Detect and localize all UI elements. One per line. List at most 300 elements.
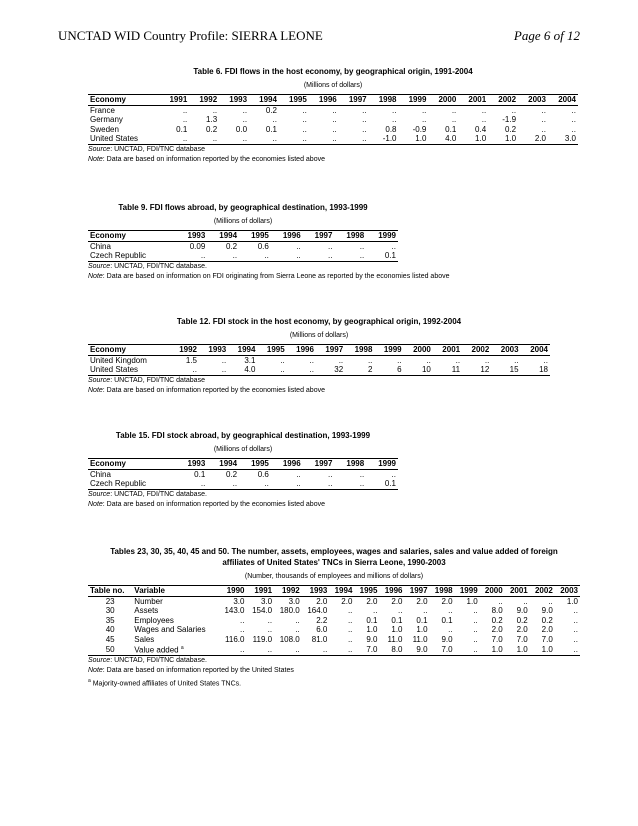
table-row bbox=[88, 479, 398, 489]
column-header: 2002 bbox=[530, 586, 555, 597]
table-cell: 0.6 bbox=[257, 469, 269, 479]
table-6-note: Note: Data are based on information reported by the economies listed above bbox=[88, 155, 325, 163]
table-cell: 1.0 bbox=[399, 134, 429, 144]
table-cell: 10 bbox=[404, 365, 433, 375]
column-header: Table no. bbox=[88, 586, 132, 597]
table-cell: 1.0 bbox=[505, 644, 530, 656]
table-cell: 0.1 bbox=[391, 615, 403, 625]
table-cell: 1.0 bbox=[458, 134, 488, 144]
table-cell: 11.0 bbox=[412, 634, 428, 644]
table-cell: Number bbox=[134, 596, 163, 606]
column-header: 2001 bbox=[505, 586, 530, 597]
table-row bbox=[88, 606, 580, 616]
table-row bbox=[88, 125, 578, 135]
table-cell: Sweden bbox=[90, 124, 119, 134]
table-6-title: Table 6. FDI flows in the host economy, by geographical origin, 1991-2004 bbox=[193, 67, 473, 76]
table-cell: Germany bbox=[90, 115, 123, 124]
table-row bbox=[88, 644, 580, 656]
table-9-title: Table 9. FDI flows abroad, by geographical destination, 1993-1999 bbox=[118, 203, 368, 212]
column-header: 2002 bbox=[462, 345, 491, 356]
table-cell: .. bbox=[176, 479, 208, 489]
table-cell: .. bbox=[451, 115, 457, 124]
table-cell: 81.0 bbox=[311, 634, 328, 644]
table-6-unit: (Millions of dollars) bbox=[303, 82, 363, 89]
table-cell: .. bbox=[362, 124, 367, 134]
table-cell: 0.09 bbox=[189, 241, 206, 251]
table-cell: .. bbox=[511, 105, 517, 115]
table-cell: 108.0 bbox=[279, 634, 300, 644]
table-cell: .. bbox=[302, 124, 307, 134]
table-cell: .. bbox=[392, 115, 397, 124]
table-cell: .. bbox=[274, 644, 302, 656]
table-cell: .. bbox=[239, 479, 271, 489]
table-cell: 0.1 bbox=[441, 615, 453, 625]
table-cell: 2.0 bbox=[341, 596, 353, 606]
table-cell: .. bbox=[295, 615, 300, 625]
table-cell: .. bbox=[327, 469, 333, 479]
table-cell: 1.0 bbox=[566, 596, 578, 606]
table-6 bbox=[88, 94, 578, 145]
table-cell: .. bbox=[347, 634, 353, 644]
table-15-source: Source: UNCTAD, FDI/TNC database. bbox=[88, 490, 207, 498]
table-15-section bbox=[88, 430, 398, 510]
table-cell: .. bbox=[398, 606, 403, 615]
table-cell: .. bbox=[267, 625, 273, 634]
table-cell: 0.8 bbox=[385, 124, 397, 134]
table-cell: 12 bbox=[462, 365, 491, 375]
table-row bbox=[88, 251, 398, 261]
table-cell: .. bbox=[571, 115, 576, 124]
table-cell: .. bbox=[309, 134, 339, 144]
table-cell: 1.0 bbox=[530, 644, 555, 656]
table-cell: .. bbox=[199, 365, 228, 375]
table-cell: 40 bbox=[105, 625, 115, 634]
table-cell: 3.1 bbox=[244, 355, 256, 365]
table-23-source: Source: UNCTAD, FDI/TNC database. bbox=[88, 657, 207, 665]
table-cell: 3.0 bbox=[288, 596, 300, 606]
column-header: 1997 bbox=[405, 586, 430, 597]
column-header: 1998 bbox=[430, 586, 455, 597]
column-header: 1994 bbox=[207, 459, 239, 470]
table-cell: .. bbox=[391, 241, 396, 251]
table-cell: 143.0 bbox=[224, 606, 245, 615]
table-cell: .. bbox=[541, 105, 546, 115]
table-cell: .. bbox=[426, 355, 431, 365]
table-cell: 2.0 bbox=[391, 596, 403, 606]
table-cell: 3.0 bbox=[260, 596, 273, 606]
table-cell: 0.1 bbox=[194, 469, 206, 479]
table-cell: 1.0 bbox=[416, 625, 428, 634]
column-header: 2000 bbox=[428, 95, 458, 106]
table-cell: -1.0 bbox=[369, 134, 399, 144]
table-cell: 2.0 bbox=[518, 134, 548, 144]
table-row bbox=[88, 616, 580, 626]
table-cell: .. bbox=[392, 105, 397, 115]
table-cell: 2.0 bbox=[491, 625, 503, 634]
column-header: 1994 bbox=[207, 231, 239, 242]
column-header: 1993 bbox=[176, 231, 208, 242]
table-cell: .. bbox=[327, 241, 333, 251]
table-row bbox=[88, 625, 580, 635]
table-6-source: Source: UNCTAD, FDI/TNC database bbox=[88, 145, 205, 153]
table-cell: 7.0 bbox=[541, 634, 553, 644]
column-header: 1992 bbox=[274, 586, 302, 597]
table-cell: .. bbox=[334, 251, 366, 261]
table-cell: .. bbox=[347, 625, 353, 634]
table-cell: .. bbox=[182, 115, 188, 124]
column-header: 2001 bbox=[458, 95, 488, 106]
table-23 bbox=[88, 585, 580, 656]
table-cell: .. bbox=[514, 355, 519, 365]
table-cell: .. bbox=[182, 105, 188, 115]
table-cell: 0.1 bbox=[176, 124, 188, 134]
table-cell: .. bbox=[271, 479, 303, 489]
table-cell: .. bbox=[170, 365, 199, 375]
table-cell: 1.0 bbox=[366, 625, 378, 634]
column-header: Economy bbox=[88, 459, 176, 470]
table-cell: 35 bbox=[105, 615, 115, 625]
table-cell: 1.5 bbox=[185, 355, 197, 365]
table-cell: .. bbox=[296, 241, 301, 251]
column-header: 1991 bbox=[159, 95, 189, 106]
table-cell: .. bbox=[303, 251, 335, 261]
table-cell: 7.0 bbox=[354, 644, 379, 656]
table-cell: 0.2 bbox=[541, 615, 553, 625]
column-header: 2004 bbox=[548, 95, 578, 106]
table-cell: .. bbox=[421, 105, 427, 115]
table-15-title: Table 15. FDI stock abroad, by geographical destination, 1993-1999 bbox=[115, 431, 371, 440]
table-12-section bbox=[88, 316, 550, 396]
column-header: Economy bbox=[88, 95, 159, 106]
table-cell: 1.0 bbox=[391, 625, 403, 634]
table-cell: .. bbox=[242, 105, 248, 115]
table-cell: 0.2 bbox=[206, 124, 218, 134]
table-cell: .. bbox=[339, 134, 369, 144]
table-cell: Assets bbox=[134, 606, 159, 615]
table-cell: .. bbox=[367, 355, 373, 365]
column-header: 1999 bbox=[366, 459, 398, 470]
table-cell: .. bbox=[541, 115, 546, 124]
table-cell: .. bbox=[481, 105, 487, 115]
table-cell: .. bbox=[423, 606, 428, 615]
table-row bbox=[88, 596, 580, 606]
table-cell: 45 bbox=[105, 634, 115, 644]
table-cell: .. bbox=[257, 365, 286, 375]
table-cell: .. bbox=[397, 355, 402, 365]
table-6-section bbox=[88, 66, 578, 165]
table-cell: 180.0 bbox=[279, 606, 300, 615]
table-cell: .. bbox=[573, 634, 578, 644]
table-cell: 0.1 bbox=[366, 251, 398, 261]
table-cell: 9.0 bbox=[516, 606, 528, 615]
table-9-unit: (Millions of dollars) bbox=[213, 218, 273, 225]
table-cell: .. bbox=[573, 625, 578, 634]
table-cell: .. bbox=[523, 596, 528, 606]
column-header: 1996 bbox=[271, 231, 303, 242]
table-12-unit: (Millions of dollars) bbox=[289, 332, 349, 339]
column-header: 1995 bbox=[279, 95, 309, 106]
column-header: 1995 bbox=[239, 231, 271, 242]
table-12-title: Table 12. FDI stock in the host economy, by geographical origin, 1992-2004 bbox=[176, 317, 462, 326]
table-cell: 2.0 bbox=[441, 596, 453, 606]
header-title: UNCTAD WID Country Profile: SIERRA LEONE bbox=[58, 28, 323, 43]
table-15-unit: (Millions of dollars) bbox=[213, 446, 273, 453]
table-cell: 1.0 bbox=[466, 596, 478, 606]
table-cell: 0.2 bbox=[516, 615, 528, 625]
column-header: 1999 bbox=[366, 231, 398, 242]
table-cell: .. bbox=[246, 644, 274, 656]
table-9 bbox=[88, 230, 398, 262]
table-cell: .. bbox=[347, 606, 353, 615]
table-row bbox=[88, 365, 550, 375]
table-cell: United Kingdom bbox=[90, 355, 147, 365]
table-cell: .. bbox=[448, 625, 453, 634]
table-12-source: Source: UNCTAD, FDI/TNC database bbox=[88, 376, 205, 384]
table-cell: .. bbox=[448, 606, 453, 615]
table-cell: 0.1 bbox=[366, 479, 398, 489]
table-row bbox=[88, 134, 578, 144]
table-cell: Czech Republic bbox=[88, 479, 176, 489]
column-header: 2003 bbox=[518, 95, 548, 106]
table-cell: 0.2 bbox=[491, 615, 503, 625]
column-header: 1993 bbox=[302, 586, 330, 597]
table-row bbox=[88, 105, 578, 115]
table-9-note: Note: Data are based on information on FDI originating from Sierra Leone as reported by the economies listed above bbox=[88, 272, 450, 280]
table-cell: .. bbox=[207, 251, 239, 261]
table-cell: 0.1 bbox=[416, 615, 428, 625]
table-cell: 7.0 bbox=[491, 634, 503, 644]
table-cell: .. bbox=[219, 644, 247, 656]
table-cell: .. bbox=[302, 105, 307, 115]
column-header: 1995 bbox=[239, 459, 271, 470]
table-cell: United States bbox=[88, 134, 159, 144]
table-cell: .. bbox=[332, 105, 337, 115]
table-cell: .. bbox=[391, 469, 396, 479]
table-cell: 0.1 bbox=[366, 615, 378, 625]
table-cell: Value added $^a$ bbox=[132, 644, 219, 656]
column-header: 1997 bbox=[316, 345, 345, 356]
column-header: 1996 bbox=[271, 459, 303, 470]
page-header bbox=[58, 28, 580, 48]
table-cell: .. bbox=[373, 606, 378, 615]
column-header: Economy bbox=[88, 345, 170, 356]
table-cell: 6 bbox=[374, 365, 403, 375]
table-cell: 0.6 bbox=[257, 241, 269, 251]
table-12-note: Note: Data are based on information reported by the economies listed above bbox=[88, 386, 325, 394]
table-cell: .. bbox=[455, 644, 480, 656]
column-header: 1995 bbox=[354, 586, 379, 597]
column-header: 2002 bbox=[488, 95, 518, 106]
table-cell: 2.0 bbox=[516, 625, 528, 634]
table-cell: 9.0 bbox=[366, 634, 378, 644]
table-cell: .. bbox=[239, 251, 271, 261]
table-cell: .. bbox=[498, 596, 503, 606]
table-cell: France bbox=[90, 105, 115, 115]
column-header: 1990 bbox=[219, 586, 247, 597]
table-cell: .. bbox=[484, 355, 490, 365]
column-header: 1998 bbox=[369, 95, 399, 106]
table-cell: .. bbox=[473, 615, 478, 625]
table-23-title-line2: affiliates of United States' TNCs in Sierra Leone, 1990-2003 bbox=[222, 558, 446, 567]
table-cell: -1.9 bbox=[502, 115, 517, 124]
table-cell: 164.0 bbox=[307, 606, 328, 615]
table-cell: .. bbox=[334, 479, 366, 489]
table-row bbox=[88, 355, 550, 365]
table-cell: .. bbox=[338, 355, 344, 365]
table-cell: 23 bbox=[105, 596, 115, 606]
table-cell: 0.1 bbox=[265, 124, 277, 134]
table-9-source: Source: UNCTAD, FDI/TNC database. bbox=[88, 262, 207, 270]
table-23-note: Note: Data are based on information reported by the United States bbox=[88, 667, 294, 675]
table-cell: China bbox=[90, 469, 111, 479]
table-cell: 7.0 bbox=[430, 644, 455, 656]
table-cell: 0.2 bbox=[225, 241, 238, 251]
table-cell: .. bbox=[219, 134, 249, 144]
table-23-unit: (Number, thousands of employees and millions of dollars) bbox=[244, 573, 424, 580]
table-cell: 1.0 bbox=[488, 134, 518, 144]
table-cell: .. bbox=[548, 596, 553, 606]
table-cell: 8.0 bbox=[491, 606, 503, 615]
table-cell: 2.0 bbox=[541, 625, 553, 634]
column-header: 1999 bbox=[374, 345, 403, 356]
column-header: 1993 bbox=[176, 459, 208, 470]
table-cell: .. bbox=[302, 115, 307, 124]
table-cell: .. bbox=[571, 124, 576, 134]
table-cell: .. bbox=[332, 124, 337, 134]
table-cell: .. bbox=[279, 134, 309, 144]
table-cell: 32 bbox=[316, 365, 345, 375]
column-header: 1994 bbox=[228, 345, 257, 356]
table-cell: .. bbox=[240, 615, 245, 625]
table-cell: Employees bbox=[134, 615, 174, 625]
column-header: 1998 bbox=[334, 459, 366, 470]
table-cell: .. bbox=[347, 615, 353, 625]
table-cell: 4.0 bbox=[228, 365, 257, 375]
column-header: 1993 bbox=[219, 95, 249, 106]
table-cell: .. bbox=[329, 644, 354, 656]
table-cell: 18 bbox=[521, 365, 550, 375]
table-cell: .. bbox=[359, 469, 365, 479]
table-cell: 0.2 bbox=[265, 105, 277, 115]
column-header: 1997 bbox=[303, 459, 335, 470]
table-cell: .. bbox=[541, 124, 546, 134]
table-cell: .. bbox=[207, 479, 239, 489]
table-cell: .. bbox=[287, 365, 316, 375]
table-cell: .. bbox=[573, 606, 578, 615]
table-cell: 2.0 bbox=[366, 596, 378, 606]
table-cell: .. bbox=[159, 134, 189, 144]
table-cell: 119.0 bbox=[252, 634, 273, 644]
table-cell: .. bbox=[362, 115, 367, 124]
column-header: Economy bbox=[88, 231, 176, 242]
table-cell: 11.0 bbox=[387, 634, 403, 644]
table-cell: 9.0 bbox=[405, 644, 430, 656]
table-cell: .. bbox=[189, 134, 219, 144]
table-9-section bbox=[88, 202, 450, 282]
table-cell: .. bbox=[543, 355, 548, 365]
table-cell: .. bbox=[221, 355, 227, 365]
table-cell: .. bbox=[242, 115, 248, 124]
column-header: 1997 bbox=[303, 231, 335, 242]
table-cell: 0.1 bbox=[445, 124, 457, 134]
column-header: 1993 bbox=[199, 345, 228, 356]
table-row bbox=[88, 115, 578, 125]
table-cell: 9.0 bbox=[441, 634, 453, 644]
table-cell: .. bbox=[303, 479, 335, 489]
column-header: 1996 bbox=[287, 345, 316, 356]
page-number: Page 6 of 12 bbox=[513, 28, 580, 43]
column-header: 1999 bbox=[399, 95, 429, 106]
table-cell: 9.0 bbox=[541, 606, 553, 615]
column-header: 1999 bbox=[455, 586, 480, 597]
table-cell: .. bbox=[473, 606, 478, 615]
table-cell: .. bbox=[176, 251, 208, 261]
table-row bbox=[88, 241, 398, 251]
column-header: 1991 bbox=[246, 586, 274, 597]
column-header: 1994 bbox=[329, 586, 354, 597]
table-cell: -0.9 bbox=[412, 124, 427, 134]
table-cell: .. bbox=[212, 105, 218, 115]
table-cell: .. bbox=[451, 105, 457, 115]
table-cell: .. bbox=[296, 469, 301, 479]
table-row bbox=[88, 635, 580, 645]
column-header: 1992 bbox=[189, 95, 219, 106]
column-header: 2001 bbox=[433, 345, 462, 356]
table-cell: .. bbox=[473, 625, 478, 634]
table-cell: .. bbox=[571, 105, 576, 115]
table-cell: .. bbox=[267, 615, 273, 625]
table-cell: .. bbox=[302, 644, 330, 656]
table-cell: 2.2 bbox=[316, 615, 328, 625]
table-cell: United States bbox=[88, 365, 170, 375]
table-cell: .. bbox=[240, 625, 245, 634]
table-cell: .. bbox=[573, 615, 578, 625]
table-cell: .. bbox=[271, 251, 303, 261]
table-23-footnote: $^a$ Majority-owned affiliates of United States TNCs. bbox=[88, 678, 242, 688]
table-cell: 0.4 bbox=[475, 124, 487, 134]
column-header: 1998 bbox=[345, 345, 374, 356]
table-cell: 0.0 bbox=[235, 124, 248, 134]
table-cell: .. bbox=[455, 355, 461, 365]
table-cell: 50 bbox=[88, 644, 132, 656]
table-cell: 4.0 bbox=[428, 134, 458, 144]
table-cell: 11 bbox=[433, 365, 462, 375]
table-cell: 1.0 bbox=[480, 644, 505, 656]
table-12 bbox=[88, 344, 550, 376]
table-cell: 2.0 bbox=[316, 596, 328, 606]
table-cell: 2 bbox=[345, 365, 374, 375]
column-header: 1998 bbox=[334, 231, 366, 242]
table-15 bbox=[88, 458, 398, 490]
table-cell: Sales bbox=[134, 634, 155, 644]
table-cell: .. bbox=[332, 115, 337, 124]
column-header: 2000 bbox=[480, 586, 505, 597]
footnote-marker: a bbox=[180, 645, 184, 651]
table-cell: .. bbox=[280, 355, 285, 365]
column-header: 1992 bbox=[170, 345, 199, 356]
table-cell: .. bbox=[421, 115, 427, 124]
column-header: Variable bbox=[132, 586, 219, 597]
table-cell: .. bbox=[473, 634, 478, 644]
table-cell: 0.2 bbox=[504, 124, 517, 134]
table-cell: 6.0 bbox=[316, 625, 328, 634]
table-cell: .. bbox=[359, 241, 365, 251]
table-cell: 30 bbox=[105, 606, 115, 615]
table-cell: .. bbox=[555, 644, 580, 656]
table-cell: 154.0 bbox=[252, 606, 273, 615]
table-cell: .. bbox=[295, 625, 300, 634]
table-cell: .. bbox=[362, 105, 367, 115]
